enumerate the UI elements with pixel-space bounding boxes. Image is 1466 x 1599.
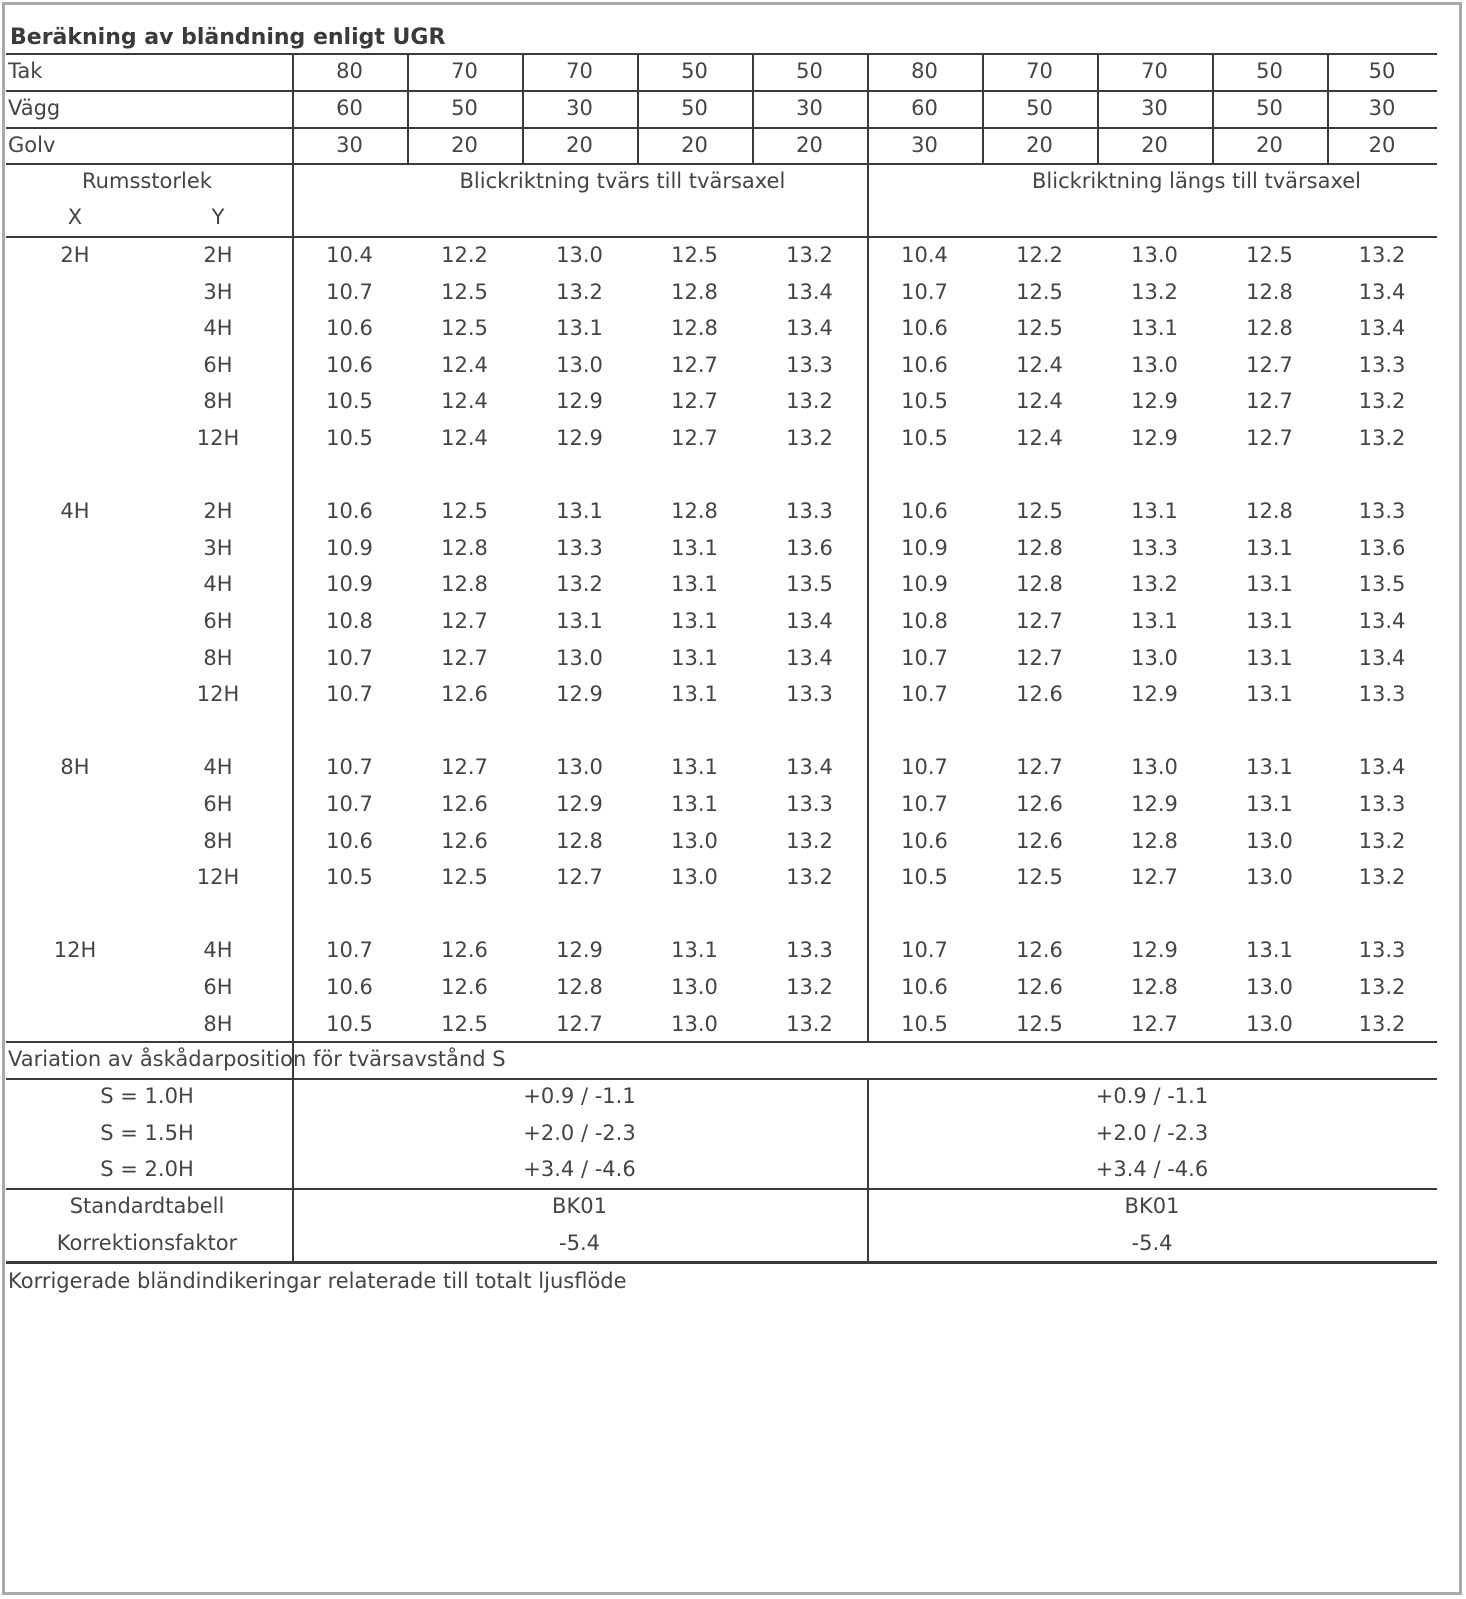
ugr-value: 12.7 (671, 352, 718, 377)
ugr-value: 10.6 (901, 975, 948, 999)
ugr-value: 13.0 (671, 865, 718, 890)
ugr-value: 10.6 (326, 499, 373, 524)
ugr-value: 13.0 (1246, 975, 1293, 999)
ugr-value: 13.0 (556, 243, 603, 267)
ugr-value: 12.5 (441, 1011, 488, 1036)
ugr-value: 12.7 (556, 1011, 603, 1036)
ugr-value: 12.8 (1246, 316, 1293, 341)
ugr-value: 13.1 (1131, 499, 1178, 524)
ugr-value: 13.3 (1358, 938, 1406, 963)
reflectance-value: 20 (1368, 133, 1396, 157)
ugr-value: 10.5 (901, 389, 948, 414)
footer-note: Korrigerade bländindikeringar relaterade till totalt ljusflöde (8, 1269, 627, 1293)
reflectance-value: 50 (681, 96, 708, 120)
reflectance-value: 20 (566, 133, 593, 157)
reflectance-value: 20 (796, 133, 823, 157)
ugr-value: 13.4 (786, 316, 833, 341)
ugr-value: 12.6 (1016, 975, 1063, 999)
ugr-value: 10.5 (901, 426, 948, 450)
variation-across: +2.0 / -2.3 (523, 1121, 636, 1145)
ugr-value: 13.2 (556, 279, 603, 304)
ugr-value: 13.2 (1358, 426, 1406, 450)
ugr-value: 12.7 (1246, 389, 1293, 414)
ugr-value: 12.6 (1016, 938, 1063, 963)
ugr-value: 12.7 (671, 426, 718, 450)
ugr-value: 13.2 (556, 572, 603, 597)
ugr-value: 13.3 (1131, 535, 1178, 560)
ugr-value: 12.7 (441, 755, 488, 780)
ugr-value: 13.0 (1131, 243, 1178, 267)
ugr-value: 13.3 (786, 792, 833, 816)
ugr-value: 13.4 (786, 279, 833, 304)
ugr-value: 10.9 (901, 572, 948, 597)
ugr-value: 13.2 (786, 426, 833, 450)
ugr-value: 13.1 (556, 609, 603, 633)
ugr-value: 10.7 (326, 792, 373, 816)
correction-along: -5.4 (1131, 1231, 1173, 1255)
ugr-value: 12.6 (1016, 682, 1063, 707)
ugr-value: 12.6 (1016, 792, 1063, 816)
ugr-value: 13.2 (1131, 572, 1178, 597)
ugr-value: 10.7 (901, 938, 948, 963)
variation-label: S = 1.5H (100, 1121, 194, 1145)
room-x-label: 12H (53, 938, 97, 963)
ugr-value: 10.5 (326, 426, 373, 450)
ugr-value: 10.6 (901, 828, 948, 853)
reflectance-value: 20 (681, 133, 708, 157)
reflectance-label: Tak (8, 59, 43, 83)
ugr-value: 10.7 (901, 279, 948, 304)
ugr-value: 10.6 (326, 828, 373, 853)
ugr-value: 13.0 (671, 828, 718, 853)
ugr-value: 12.7 (1131, 1011, 1178, 1036)
ugr-value: 13.1 (671, 755, 718, 780)
ugr-value: 13.1 (671, 938, 718, 963)
room-y-label: 8H (203, 1011, 233, 1036)
ugr-value: 13.2 (786, 828, 833, 853)
room-y-label: 12H (196, 865, 240, 890)
ugr-value: 12.9 (556, 682, 603, 707)
ugr-value: 10.7 (326, 682, 373, 707)
ugr-value: 10.8 (326, 609, 373, 633)
ugr-value: 13.2 (786, 243, 833, 267)
ugr-value: 10.5 (326, 1011, 373, 1036)
ugr-value: 13.4 (786, 609, 833, 633)
room-x-label: 4H (60, 499, 90, 524)
ugr-value: 13.4 (786, 755, 833, 780)
reflectance-value: 60 (336, 96, 363, 120)
direction-across-label: Blickriktning tvärs till tvärsaxel (459, 169, 786, 193)
ugr-value: 12.4 (1016, 389, 1063, 414)
ugr-value: 12.4 (1016, 426, 1063, 450)
ugr-value: 13.1 (671, 609, 718, 633)
room-y-label: 4H (203, 316, 233, 341)
ugr-value: 12.5 (1016, 279, 1063, 304)
ugr-value: 12.9 (1131, 792, 1178, 816)
variation-along: +2.0 / -2.3 (1095, 1121, 1209, 1145)
ugr-value: 12.5 (441, 865, 488, 890)
ugr-value: 12.5 (1246, 243, 1293, 267)
ugr-value: 13.1 (1246, 792, 1293, 816)
ugr-value: 13.0 (1131, 352, 1178, 377)
reflectance-value: 20 (1141, 133, 1168, 157)
ugr-value: 12.8 (1016, 535, 1063, 560)
ugr-value: 12.8 (671, 316, 718, 341)
ugr-value: 12.7 (441, 609, 488, 633)
room-y-label: 3H (203, 279, 233, 304)
ugr-value: 13.5 (1358, 572, 1406, 597)
variation-label: S = 1.0H (100, 1084, 194, 1108)
ugr-value: 13.3 (1358, 499, 1406, 524)
ugr-value: 12.7 (671, 389, 718, 414)
ugr-value: 13.1 (1246, 572, 1293, 597)
ugr-value: 13.1 (1131, 316, 1178, 341)
ugr-value: 12.6 (441, 828, 488, 853)
reflectance-value: 30 (336, 133, 363, 157)
reflectance-value: 50 (1256, 96, 1283, 120)
ugr-value: 13.2 (1131, 279, 1178, 304)
standard-table-label: Standardtabell (69, 1194, 225, 1218)
ugr-value: 13.4 (1358, 316, 1406, 341)
ugr-value: 13.4 (1358, 645, 1406, 670)
room-y-label: 8H (203, 389, 233, 414)
ugr-value: 13.1 (1246, 535, 1293, 560)
ugr-value: 13.0 (1131, 755, 1178, 780)
ugr-value: 13.0 (1246, 1011, 1293, 1036)
ugr-value: 13.1 (1246, 682, 1293, 707)
ugr-value: 12.7 (1016, 645, 1063, 670)
ugr-value: 10.5 (326, 865, 373, 890)
reflectance-value: 60 (911, 96, 938, 120)
ugr-value: 12.8 (671, 499, 718, 524)
ugr-value: 10.7 (901, 755, 948, 780)
ugr-value: 10.4 (901, 243, 948, 267)
ugr-value: 12.9 (1131, 389, 1178, 414)
ugr-value: 13.2 (1358, 865, 1406, 890)
reflectance-value: 70 (451, 59, 478, 83)
standard-table-along: BK01 (1124, 1194, 1180, 1218)
reflectance-value: 30 (1368, 96, 1396, 120)
ugr-value: 10.7 (326, 938, 373, 963)
ugr-value: 13.2 (786, 389, 833, 414)
room-y-label: 6H (203, 352, 233, 377)
ugr-value: 10.8 (901, 609, 948, 633)
ugr-value: 12.6 (441, 938, 488, 963)
ugr-value: 13.0 (1131, 645, 1178, 670)
reflectance-value: 70 (1026, 59, 1053, 83)
reflectance-value: 50 (1368, 59, 1396, 83)
room-y-label: 4H (203, 755, 233, 780)
variation-along: +3.4 / -4.6 (1095, 1157, 1209, 1181)
room-y-label: 2H (203, 499, 233, 524)
ugr-value: 12.9 (1131, 682, 1178, 707)
reflectance-value: 30 (911, 133, 938, 157)
ugr-value: 12.9 (1131, 426, 1178, 450)
reflectance-value: 80 (911, 59, 938, 83)
ugr-value: 13.0 (1246, 865, 1293, 890)
ugr-value: 12.8 (441, 572, 488, 597)
ugr-value: 13.1 (1246, 609, 1293, 633)
correction-label: Korrektionsfaktor (56, 1231, 238, 1255)
ugr-value: 10.7 (901, 792, 948, 816)
room-y-label: 4H (203, 572, 233, 597)
ugr-value: 12.7 (1246, 426, 1293, 450)
ugr-value: 13.0 (671, 1011, 718, 1036)
ugr-value: 12.7 (1016, 609, 1063, 633)
ugr-value: 10.7 (326, 755, 373, 780)
room-y-label: 4H (203, 938, 233, 963)
ugr-value: 13.4 (786, 645, 833, 670)
ugr-value: 10.9 (326, 535, 373, 560)
ugr-value: 12.8 (1246, 279, 1293, 304)
ugr-value: 13.0 (671, 975, 718, 999)
ugr-value: 12.9 (556, 389, 603, 414)
direction-along-label: Blickriktning längs till tvärsaxel (1032, 169, 1361, 193)
ugr-value: 13.1 (1246, 645, 1293, 670)
ugr-value: 13.3 (1358, 682, 1406, 707)
variation-label: S = 2.0H (100, 1157, 194, 1181)
ugr-value: 12.8 (441, 535, 488, 560)
ugr-value: 12.4 (441, 352, 488, 377)
variation-across: +0.9 / -1.1 (523, 1084, 636, 1108)
ugr-value: 12.7 (1016, 755, 1063, 780)
ugr-value: 13.6 (1358, 535, 1406, 560)
ugr-value: 12.5 (1016, 1011, 1063, 1036)
ugr-value: 12.5 (1016, 499, 1063, 524)
reflectance-value: 70 (1141, 59, 1168, 83)
ugr-value: 12.8 (1016, 572, 1063, 597)
y-label: Y (211, 205, 225, 229)
ugr-value: 12.6 (441, 792, 488, 816)
ugr-value: 13.3 (786, 682, 833, 707)
ugr-value: 12.4 (1016, 352, 1063, 377)
ugr-value: 10.7 (326, 645, 373, 670)
reflectance-value: 30 (566, 96, 593, 120)
ugr-value: 13.3 (786, 352, 833, 377)
room-y-label: 12H (196, 682, 240, 707)
x-label: X (67, 205, 83, 229)
correction-across: -5.4 (559, 1231, 600, 1255)
ugr-value: 13.0 (556, 645, 603, 670)
grid-line (867, 1078, 869, 1261)
ugr-value: 12.7 (441, 645, 488, 670)
ugr-value: 13.1 (671, 572, 718, 597)
ugr-value: 13.2 (786, 865, 833, 890)
room-y-label: 6H (203, 792, 233, 816)
room-y-label: 3H (203, 535, 233, 560)
ugr-value: 13.2 (786, 1011, 833, 1036)
ugr-value: 12.9 (556, 938, 603, 963)
ugr-value: 10.5 (901, 865, 948, 890)
ugr-value: 10.6 (326, 352, 373, 377)
reflectance-label: Golv (8, 133, 56, 157)
ugr-value: 10.9 (326, 572, 373, 597)
ugr-value: 10.5 (901, 1011, 948, 1036)
ugr-value: 13.4 (1358, 755, 1406, 780)
ugr-value: 12.6 (441, 682, 488, 707)
ugr-value: 13.0 (556, 755, 603, 780)
ugr-value: 12.9 (1131, 938, 1178, 963)
room-y-label: 2H (203, 243, 233, 267)
ugr-value: 10.6 (901, 352, 948, 377)
reflectance-label: Vägg (8, 96, 61, 120)
ugr-value: 10.6 (901, 316, 948, 341)
ugr-value: 10.4 (326, 243, 373, 267)
reflectance-value: 50 (1026, 96, 1053, 120)
ugr-value: 12.4 (441, 426, 488, 450)
ugr-value: 13.1 (671, 792, 718, 816)
ugr-value: 13.3 (786, 499, 833, 524)
ugr-value: 12.8 (556, 975, 603, 999)
reflectance-value: 30 (796, 96, 823, 120)
reflectance-value: 50 (796, 59, 823, 83)
reflectance-value: 20 (1026, 133, 1053, 157)
reflectance-value: 70 (566, 59, 593, 83)
reflectance-value: 20 (1256, 133, 1283, 157)
ugr-value: 12.8 (556, 828, 603, 853)
ugr-value: 13.1 (1246, 755, 1293, 780)
variation-along: +0.9 / -1.1 (1095, 1084, 1209, 1108)
ugr-value: 13.3 (1358, 352, 1406, 377)
ugr-value: 10.6 (901, 499, 948, 524)
ugr-value: 12.7 (556, 865, 603, 890)
ugr-value: 13.1 (671, 645, 718, 670)
room-y-label: 12H (196, 426, 240, 450)
table-title: Beräkning av bländning enligt UGR (10, 25, 446, 50)
ugr-value: 13.2 (786, 975, 833, 999)
room-size-label: Rumsstorlek (82, 169, 212, 193)
room-y-label: 6H (203, 609, 233, 633)
ugr-value: 12.2 (441, 243, 488, 267)
standard-table-across: BK01 (552, 1194, 607, 1218)
room-y-label: 6H (203, 975, 233, 999)
ugr-value: 12.6 (1016, 828, 1063, 853)
ugr-value: 10.9 (901, 535, 948, 560)
ugr-value: 13.4 (1358, 609, 1406, 633)
ugr-value: 12.9 (556, 426, 603, 450)
ugr-value: 13.3 (1358, 792, 1406, 816)
ugr-value: 12.6 (441, 975, 488, 999)
ugr-table-sheet (2, 2, 1462, 1595)
ugr-value: 12.5 (1016, 316, 1063, 341)
ugr-value: 12.8 (1246, 499, 1293, 524)
ugr-value: 12.8 (1131, 975, 1178, 999)
ugr-value: 12.2 (1016, 243, 1063, 267)
reflectance-value: 30 (1141, 96, 1168, 120)
ugr-value: 13.1 (1246, 938, 1293, 963)
ugr-value: 10.7 (901, 645, 948, 670)
ugr-value: 13.2 (1358, 975, 1406, 999)
ugr-value: 12.9 (556, 792, 603, 816)
ugr-value: 13.0 (556, 352, 603, 377)
room-x-label: 8H (60, 755, 90, 780)
ugr-value: 13.5 (786, 572, 833, 597)
variation-title: Variation av åskådarposition för tvärsavstånd S (8, 1047, 506, 1071)
ugr-value: 13.6 (786, 535, 833, 560)
ugr-value: 12.5 (441, 279, 488, 304)
reflectance-value: 50 (1256, 59, 1283, 83)
ugr-value: 12.7 (1246, 352, 1293, 377)
ugr-value: 10.5 (326, 389, 373, 414)
ugr-value: 13.2 (1358, 828, 1406, 853)
ugr-value: 13.4 (1358, 279, 1406, 304)
reflectance-value: 50 (451, 96, 478, 120)
ugr-value: 13.0 (1246, 828, 1293, 853)
room-x-label: 2H (60, 243, 90, 267)
ugr-value: 13.1 (1131, 609, 1178, 633)
room-y-label: 8H (203, 828, 233, 853)
reflectance-value: 20 (451, 133, 478, 157)
ugr-value: 10.6 (326, 975, 373, 999)
ugr-value: 12.5 (441, 316, 488, 341)
ugr-value: 10.7 (901, 682, 948, 707)
ugr-value: 12.7 (1131, 865, 1178, 890)
ugr-value: 12.5 (1016, 865, 1063, 890)
ugr-value: 13.2 (1358, 243, 1406, 267)
reflectance-value: 80 (336, 59, 363, 83)
ugr-value: 12.8 (671, 279, 718, 304)
ugr-value: 12.5 (441, 499, 488, 524)
ugr-value: 13.1 (556, 499, 603, 524)
ugr-value: 13.2 (1358, 1011, 1406, 1036)
ugr-value: 13.2 (1358, 389, 1406, 414)
room-y-label: 8H (203, 645, 233, 670)
variation-across: +3.4 / -4.6 (523, 1157, 636, 1181)
ugr-value: 13.1 (671, 535, 718, 560)
ugr-value: 12.5 (671, 243, 718, 267)
reflectance-value: 50 (681, 59, 708, 83)
ugr-value: 10.7 (326, 279, 373, 304)
ugr-value: 12.8 (1131, 828, 1178, 853)
ugr-value: 13.1 (671, 682, 718, 707)
ugr-value: 10.6 (326, 316, 373, 341)
ugr-value: 12.4 (441, 389, 488, 414)
ugr-value: 13.1 (556, 316, 603, 341)
ugr-value: 13.3 (556, 535, 603, 560)
ugr-value: 13.3 (786, 938, 833, 963)
